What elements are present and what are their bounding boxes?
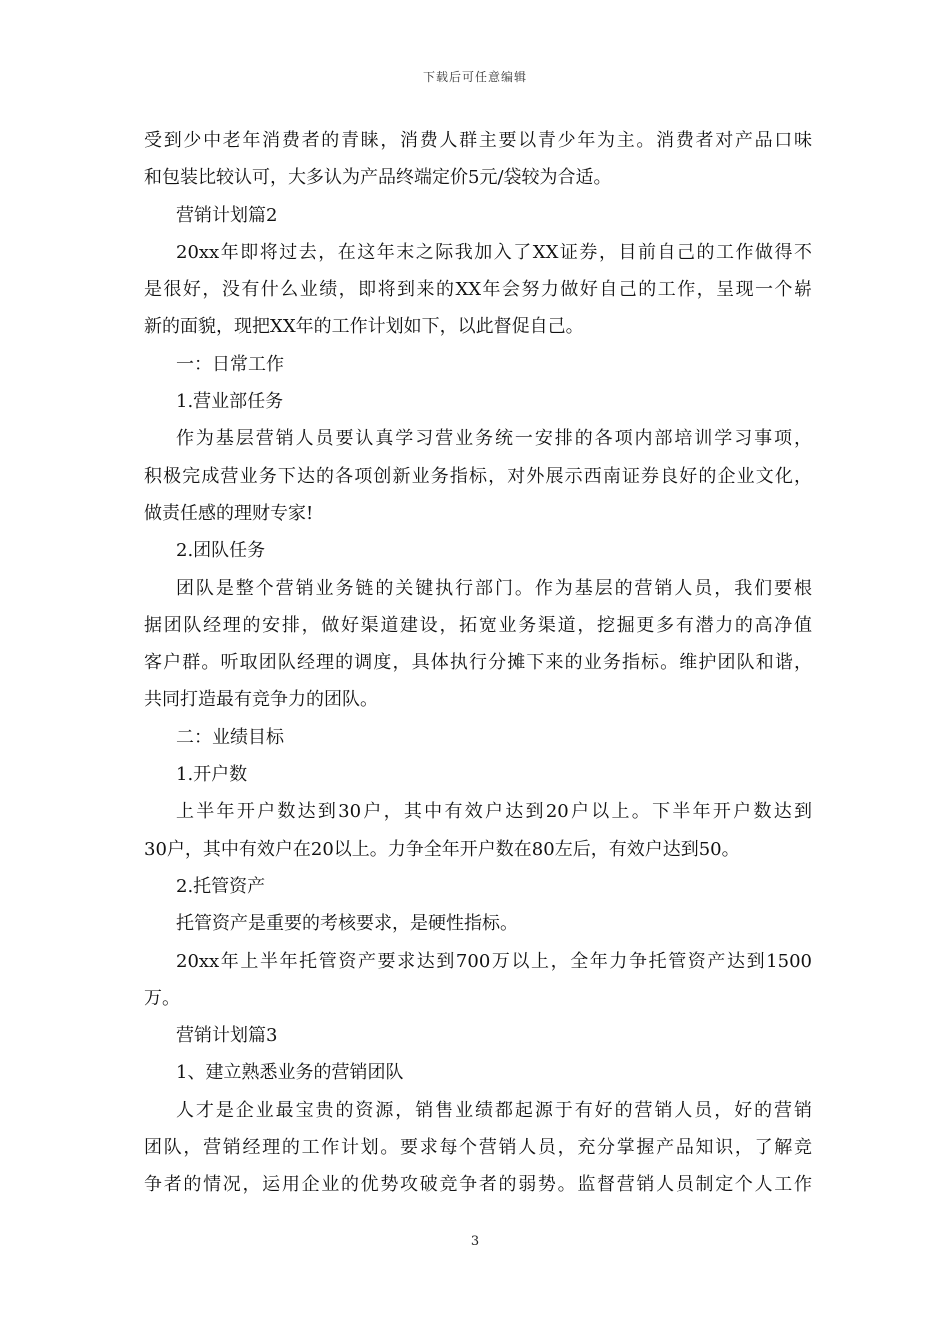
text-line: 作为基层营销人员要认真学习营业务统一安排的各项内部培训学习事项， (176, 428, 812, 450)
text-line: 积极完成营业务下达的各项创新业务指标，对外展示西南证券良好的企业文化， (144, 465, 812, 487)
text-line: 1.开户数 (176, 764, 248, 786)
text-line: 做责任感的理财专家! (144, 502, 314, 524)
text-line: 营销计划篇2 (176, 204, 278, 226)
page-header-note: 下载后可任意编辑 (422, 70, 527, 84)
text-line: 营销计划篇3 (176, 1025, 278, 1047)
text-line: 人才是企业最宝贵的资源，销售业绩都起源于有好的营销人员，好的营销 (176, 1099, 812, 1121)
text-line: 是很好，没有什么业绩，即将到来的XX年会努力做好自己的工作，呈现一个崭 (144, 279, 812, 301)
text-line: 托管资产是重要的考核要求，是硬性指标。 (176, 913, 518, 935)
text-line: 共同打造最有竞争力的团队。 (144, 689, 378, 711)
text-line: 团队是整个营销业务链的关键执行部门。作为基层的营销人员，我们要根 (176, 577, 812, 599)
text-line: 客户群。听取团队经理的调度，具体执行分摊下来的业务指标。维护团队和谐， (144, 652, 812, 674)
document-body (144, 122, 812, 1204)
text-line: 1、建立熟悉业务的营销团队 (176, 1062, 404, 1084)
text-line: 20xx年上半年托管资产要求达到700万以上，全年力争托管资产达到1500 (176, 950, 812, 972)
text-line: 据团队经理的安排，做好渠道建设，拓宽业务渠道，挖掘更多有潜力的高净值 (144, 614, 812, 636)
text-line: 1.营业部任务 (176, 391, 284, 413)
text-line: 团队，营销经理的工作计划。要求每个营销人员，充分掌握产品知识，了解竞 (144, 1137, 812, 1159)
text-line: 受到少中老年消费者的青睐，消费人群主要以青少年为主。消费者对产品口味 (144, 130, 812, 151)
text-line: 争者的情况，运用企业的优势攻破竞争者的弱势。监督营销人员制定个人工作 (144, 1174, 812, 1196)
text-line: 万。 (144, 987, 180, 1009)
text-line: 30户，其中有效户在20以上。力争全年开户数在80左后，有效户达到50。 (144, 838, 740, 860)
page-number: 3 (470, 1234, 480, 1249)
text-line: 2.团队任务 (176, 540, 266, 562)
text-line: 新的面貌，现把XX年的工作计划如下，以此督促自己。 (144, 316, 584, 338)
text-line: 2.托管资产 (176, 875, 266, 897)
text-line: 和包装比较认可，大多认为产品终端定价5元/袋较为合适。 (144, 167, 612, 189)
text-line: 20xx年即将过去，在这年末之际我加入了XX证券，目前自己的工作做得不 (176, 241, 812, 263)
text-line: 一：日常工作 (176, 353, 284, 375)
text-line: 上半年开户数达到30户，其中有效户达到20户以上。下半年开户数达到 (176, 801, 812, 823)
text-line: 二：业绩目标 (176, 726, 284, 748)
